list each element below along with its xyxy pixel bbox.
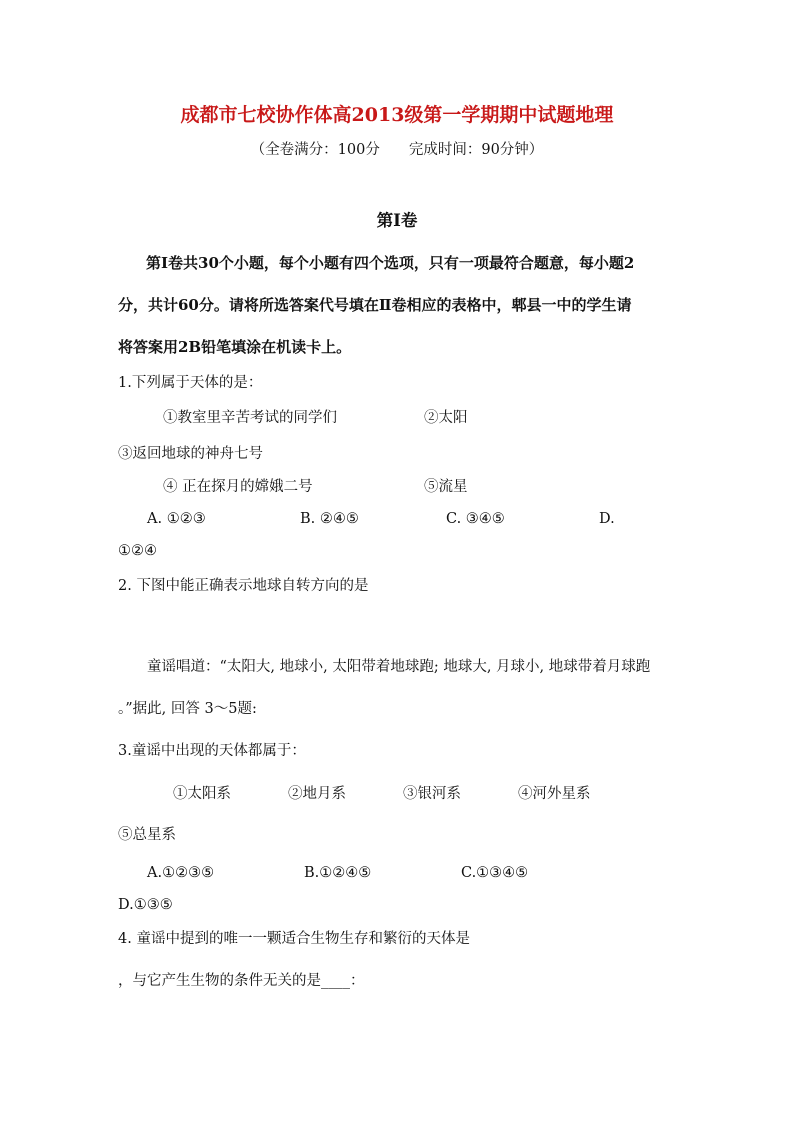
q3-item-1: ①太阳系 (173, 786, 231, 802)
q1-item-5: ⑤流星 (424, 479, 468, 495)
q3-item-5: ⑤总星系 (118, 827, 176, 843)
q1-item-1: ①教室里辛苦考试的同学们 (163, 410, 337, 426)
q1-option-d-continued: ①②④ (118, 543, 157, 559)
instructions-line-1: 第Ⅰ卷共30个小题，每个小题有四个选项，只有一项最符合题意，每小题2 (146, 254, 635, 272)
q2-stem: 2. 下图中能正确表示地球自转方向的是 (118, 578, 369, 594)
q4-stem-continued: ，与它产生生物的条件无关的是____： (118, 973, 365, 989)
q1-option-b: B. ②④⑤ (300, 511, 359, 527)
q3-option-a: A.①②③⑤ (147, 865, 215, 881)
q1-item-2: ②太阳 (424, 410, 468, 426)
q3-option-d: D.①③⑤ (118, 897, 173, 913)
exam-title: 成都市七校协作体高2013级第一学期期中试题地理 (180, 104, 614, 126)
nursery-rhyme-line-2: 。”据此, 回答 3～5题: (118, 701, 257, 717)
instructions-line-2: 分，共计60分。请将所选答案代号填在Ⅱ卷相应的表格中，郫县一中的学生请 (118, 296, 632, 314)
nursery-rhyme-line-1: 童谣唱道：“太阳大, 地球小, 太阳带着地球跑; 地球大, 月球小, 地球带着月球跑 (147, 659, 651, 675)
instructions-line-3: 将答案用2B铅笔填涂在机读卡上。 (118, 338, 352, 356)
q3-item-3: ③银河系 (403, 786, 461, 802)
q1-option-c: C. ③④⑤ (446, 511, 505, 527)
q1-item-4: ④ 正在探月的嫦娥二号 (163, 479, 313, 495)
q1-option-d: D. (599, 511, 615, 527)
q3-option-b: B.①②④⑤ (304, 865, 372, 881)
exam-subtitle: （全卷满分：100分 完成时间：90分钟） (250, 142, 544, 158)
q3-item-2: ②地月系 (288, 786, 346, 802)
q3-option-c: C.①③④⑤ (461, 865, 529, 881)
q1-option-a: A. ①②③ (147, 511, 206, 527)
q3-stem: 3.童谣中出现的天体都属于： (118, 743, 306, 759)
q1-stem: 1.下列属于天体的是： (118, 375, 263, 391)
q4-stem: 4. 童谣中提到的唯一一颗适合生物生存和繁衍的天体是 (118, 931, 470, 947)
q1-item-3: ③返回地球的神舟七号 (118, 446, 263, 462)
section-title: 第Ⅰ卷 (376, 211, 418, 230)
q3-item-4: ④河外星系 (518, 786, 591, 802)
